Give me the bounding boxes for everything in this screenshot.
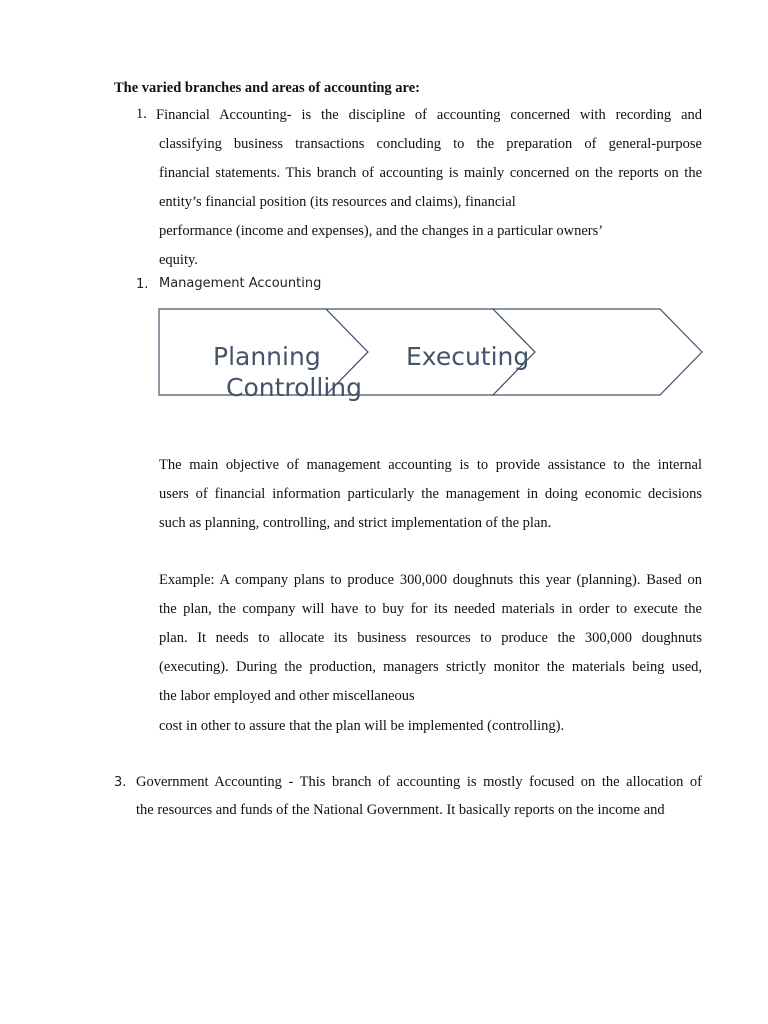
example-line-4: (executing). During the production, managers strictly monitor the materials being used,	[159, 659, 702, 675]
example-line-2: the plan, the company will have to buy for its needed materials in order to execute the	[159, 601, 702, 617]
example-line-3: plan. It needs to allocate its business resources to produce the 300,000 doughnuts	[159, 630, 702, 646]
government-line-2: the resources and funds of the National Government. It basically reports on the income and	[136, 802, 665, 818]
step-label-planning: Planning	[213, 342, 321, 371]
example-line-5: the labor employed and other miscellaneous	[159, 688, 415, 704]
item-number-government: 3.	[114, 775, 127, 790]
step-label-executing: Executing	[406, 342, 530, 371]
section-heading: The varied branches and areas of accounting are:	[114, 80, 420, 96]
item-number-management: 1.	[136, 277, 149, 292]
management-line-1: The main objective of management accounting is to provide assistance to the internal	[159, 457, 702, 473]
financial-line-6: equity.	[159, 252, 198, 268]
management-line-3: such as planning, controlling, and strict implementation of the plan.	[159, 515, 552, 531]
item-number-financial: 1.	[136, 106, 147, 122]
process-diagram	[150, 302, 710, 402]
financial-line-4: entity’s financial position (its resources and claims), financial	[159, 194, 516, 210]
financial-line-2: classifying business transactions concluding to the preparation of general-purpose	[159, 136, 702, 152]
example-line-6: cost in other to assure that the plan will be implemented (controlling).	[159, 718, 565, 734]
financial-line-1: Financial Accounting- is the discipline of accounting concerned with recording and	[156, 107, 702, 123]
financial-line-5: performance (income and expenses), and the changes in a particular owners’	[159, 223, 604, 239]
step-label-controlling: Controlling	[226, 373, 362, 402]
management-title: Management Accounting	[159, 276, 322, 291]
example-line-1: Example: A company plans to produce 300,000 doughnuts this year (planning). Based on	[159, 572, 702, 588]
management-line-2: users of financial information particularly the management in doing economic decisions	[159, 486, 702, 502]
financial-line-3: financial statements. This branch of accounting is mainly concerned on the reports on the	[159, 165, 702, 181]
government-line-1: Government Accounting - This branch of accounting is mostly focused on the allocation of	[136, 774, 702, 790]
